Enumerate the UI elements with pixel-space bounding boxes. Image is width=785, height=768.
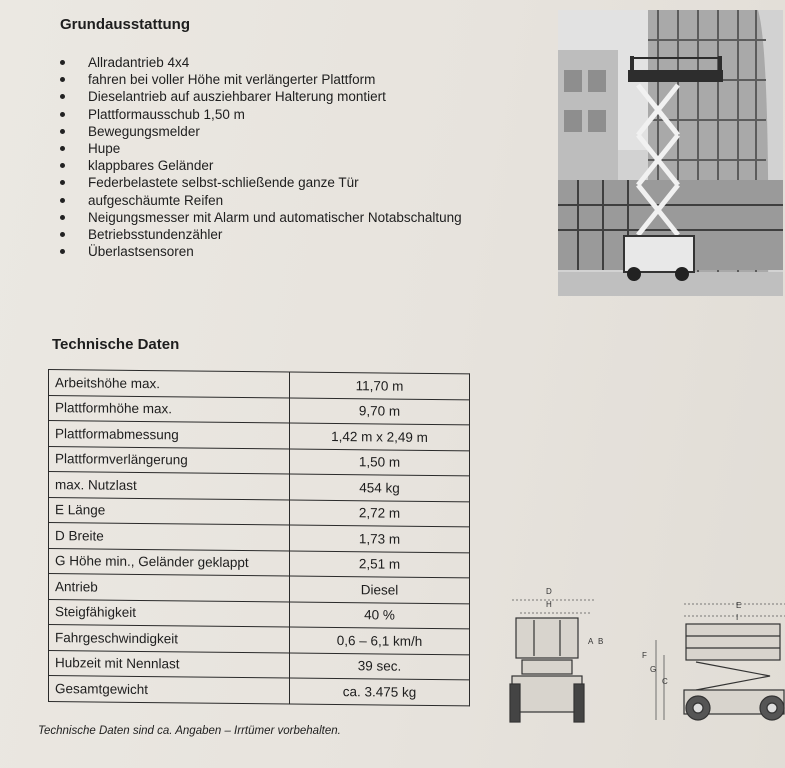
spec-value: Diesel [290, 576, 470, 603]
spec-label: Hubzeit mit Nennlast [49, 650, 290, 678]
spec-label: D Breite [49, 523, 290, 551]
spec-label: max. Nutzlast [49, 472, 290, 500]
table-row [49, 676, 470, 706]
spec-label: Gesamtgewicht [49, 676, 290, 704]
spec-label: G Höhe min., Geländer geklappt [49, 548, 290, 576]
feature-item: aufgeschäumte Reifen [60, 192, 462, 209]
dim-label-c: C [662, 677, 668, 686]
dim-label-d: D [546, 587, 552, 596]
section-title-equipment: Grundausstattung [60, 16, 190, 33]
dim-label-g: G [650, 665, 657, 674]
section-title-specs: Technische Daten [52, 336, 180, 353]
spec-label: Plattformabmessung [49, 421, 290, 449]
spec-label: Steigfähigkeit [49, 599, 290, 627]
spec-value: 0,6 – 6,1 km/h [290, 627, 470, 654]
spec-value: 9,70 m [290, 398, 470, 425]
spec-label: Arbeitshöhe max. [49, 370, 290, 398]
specs-table [48, 369, 470, 706]
feature-item: Überlastsensoren [60, 243, 462, 260]
spec-value: 1,50 m [290, 449, 470, 476]
dim-label-i: I [736, 613, 739, 622]
feature-item: Plattformausschub 1,50 m [60, 106, 462, 123]
spec-value: 454 kg [290, 474, 470, 501]
feature-item: Allradantrieb 4x4 [60, 54, 462, 71]
spec-value: 39 sec. [290, 653, 470, 680]
feature-item: Federbelastete selbst-schließende ganze Tür [60, 174, 462, 191]
dim-label-b: B [598, 637, 604, 646]
feature-item: Neigungsmesser mit Alarm und automatischer Notabschaltung [60, 209, 462, 226]
dim-label-e: E [736, 601, 742, 610]
feature-item: Hupe [60, 140, 462, 157]
spec-value: 40 % [290, 602, 470, 629]
feature-item: klappbares Geländer [60, 157, 462, 174]
spec-value: 2,72 m [290, 500, 470, 527]
spec-value: 2,51 m [290, 551, 470, 578]
feature-item: fahren bei voller Höhe mit verlängerter Plattform [60, 71, 462, 88]
spec-value: 1,42 m x 2,49 m [290, 423, 470, 450]
dim-label-h: H [546, 600, 552, 609]
spec-value: ca. 3.475 kg [290, 678, 470, 705]
scissor-lift-photo-image [558, 10, 783, 296]
dim-label-a: A [588, 637, 594, 646]
spec-label: Plattformverlängerung [49, 446, 290, 474]
spec-label: Fahrgeschwindigkeit [49, 625, 290, 653]
feature-item: Betriebsstundenzähler [60, 226, 462, 243]
dim-label-f: F [642, 651, 647, 660]
feature-list [60, 54, 462, 260]
disclaimer-note: Technische Daten sind ca. Angaben – Irrtümer vorbehalten. [38, 725, 341, 737]
feature-item: Bewegungsmelder [60, 123, 462, 140]
scissor-lift-photo [558, 10, 783, 296]
spec-label: Plattformhöhe max. [49, 395, 290, 423]
dimension-drawing [500, 580, 785, 730]
spec-value: 11,70 m [290, 372, 470, 399]
spec-value: 1,73 m [290, 525, 470, 552]
spec-label: Antrieb [49, 574, 290, 602]
spec-label: E Länge [49, 497, 290, 525]
feature-item: Dieselantrieb auf ausziehbarer Halterung montiert [60, 88, 462, 105]
